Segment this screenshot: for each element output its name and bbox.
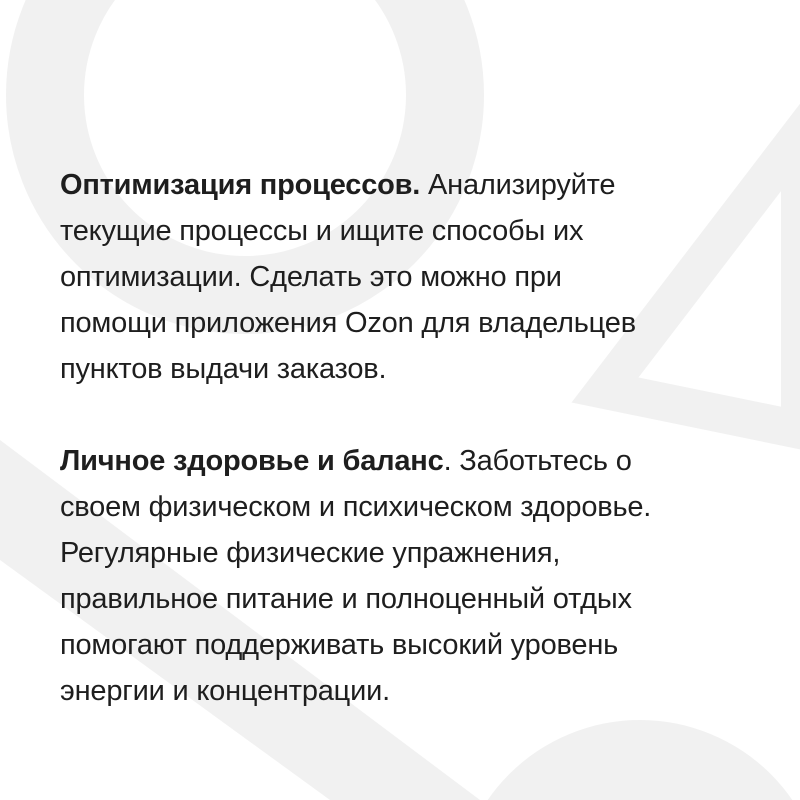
paragraph-text: Анализируйте — [420, 169, 616, 201]
paragraph-heading: Личное здоровье и баланс — [60, 445, 444, 477]
paragraph-line — [60, 438, 780, 484]
paragraph-line: энергии и концентрации. — [60, 675, 390, 707]
paragraph-line: текущие процессы и ищите способы их — [60, 215, 584, 247]
paragraph-line — [60, 162, 780, 208]
paragraph-text: . Заботьтесь о — [443, 445, 632, 477]
paragraph-line: правильное питание и полноценный отдых — [60, 583, 632, 615]
paragraph-health-balance — [60, 438, 780, 714]
paragraph-heading: Оптимизация процессов. — [60, 169, 421, 201]
paragraph-line: помогают поддерживать высокий уровень — [60, 629, 619, 661]
paragraph-process-optimization — [60, 162, 780, 392]
paragraph-line: оптимизации. Сделать это можно при — [60, 261, 562, 293]
background-circle-shape — [455, 720, 800, 800]
paragraph-line: Регулярные физические упражнения, — [60, 537, 561, 569]
text-content — [60, 162, 780, 714]
paragraph-line: пунктов выдачи заказов. — [60, 353, 387, 385]
paragraph-line: своем физическом и психическом здоровье. — [60, 491, 652, 523]
paragraph-line: помощи приложения Ozon для владельцев — [60, 307, 636, 339]
